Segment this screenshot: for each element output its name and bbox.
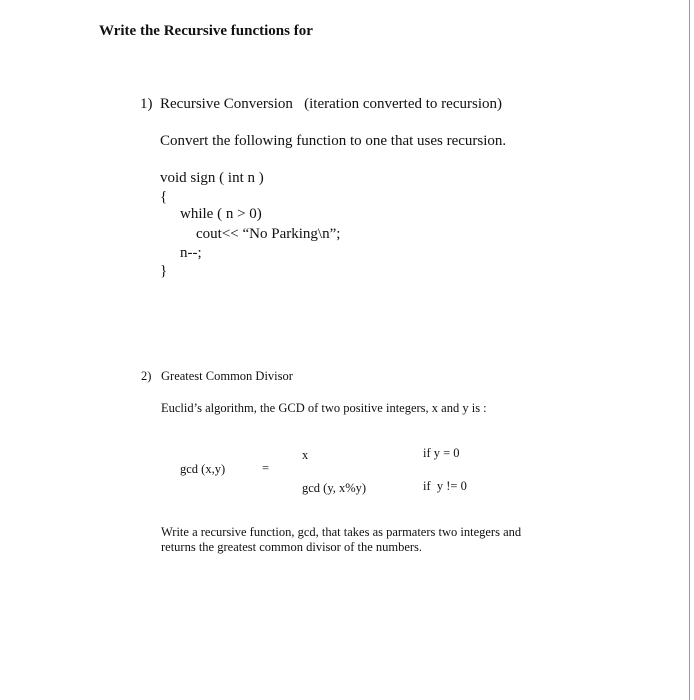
formula-lhs: gcd (x,y): [180, 462, 226, 476]
code-line-cout: cout<< “No Parking\n”;: [196, 226, 341, 242]
section-1-number: 1): [140, 96, 153, 112]
section-2-number: 2): [141, 369, 152, 383]
section-2-task-line-2: returns the greatest common divisor of the numbers.: [161, 540, 423, 554]
formula-case1-condition: if y = 0: [423, 446, 460, 460]
formula-equals: =: [262, 461, 270, 475]
section-2-intro: Euclid’s algorithm, the GCD of two positive integers, x and y is :: [161, 401, 487, 415]
code-line-function-signature: void sign ( int n ): [160, 170, 264, 186]
formula-case2-value: gcd (y, x%y): [302, 481, 367, 495]
section-2-heading: Greatest Common Divisor: [161, 369, 293, 383]
page-title: Write the Recursive functions for: [99, 23, 313, 39]
code-close-brace: }: [160, 263, 168, 279]
section-2-task-line-1: Write a recursive function, gcd, that takes as parmaters two integers and: [161, 525, 522, 539]
formula-case1-value: x: [302, 448, 309, 462]
section-1-instruction: Convert the following function to one that uses recursion.: [160, 133, 507, 149]
code-open-brace: {: [160, 189, 168, 205]
code-line-decrement: n--;: [180, 245, 202, 261]
formula-case2-condition: if y != 0: [423, 479, 467, 493]
section-1-heading: Recursive Conversion (iteration converted to recursion): [160, 96, 502, 112]
code-line-while: while ( n > 0): [180, 206, 262, 222]
